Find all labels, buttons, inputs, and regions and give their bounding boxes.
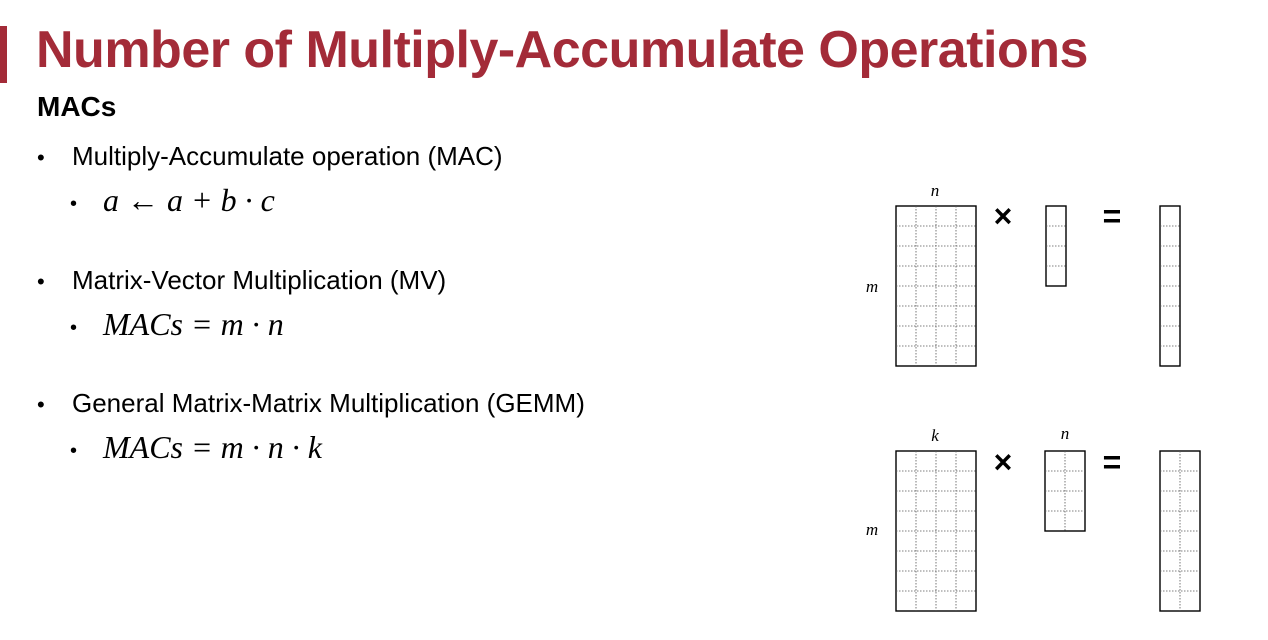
sub-bullet-mac-formula [70,182,275,222]
gemm-k-label: k [931,426,939,445]
bullet-item-mac [37,140,503,174]
page-subtitle: MACs [37,91,117,122]
gemm-matrix-a [896,451,976,611]
bullet-item-gemm [37,387,585,421]
gemm-equals-icon: = [1102,444,1122,480]
bullet-icon: • [70,439,78,462]
bullet-icon: • [70,192,78,215]
sub-bullet-mv-formula [70,306,284,346]
bullet-icon: • [37,269,45,294]
mv-result-vector [1160,206,1180,366]
mv-equals-icon: = [1102,198,1122,234]
formula-text: a ← a + b · c [103,182,275,218]
bullet-text: General Matrix-Matrix Multiplication (GEMM) [72,388,585,418]
mv-diagram [866,181,1180,366]
bullet-icon: • [37,145,45,170]
mv-m-label: m [865,277,879,296]
gemm-result-matrix [1160,451,1200,611]
gemm-m-label: m [865,520,879,539]
title-accent-bar [0,26,7,83]
gemm-n-label: n [1060,424,1070,443]
bullet-icon: • [37,392,45,417]
formula-text: MACs = m · n · k [103,429,322,465]
bullet-item-mv [37,264,446,298]
mv-vector [1046,206,1066,286]
sub-bullet-gemm-formula [70,429,322,469]
bullet-text: Multiply-Accumulate operation (MAC) [72,141,503,171]
gemm-diagram [866,424,1200,611]
bullet-text: Matrix-Vector Multiplication (MV) [72,265,447,295]
matrix-diagrams [850,170,1250,630]
page-title: Number of Multiply-Accumulate Operations [36,21,1088,79]
gemm-matrix-b [1045,451,1085,531]
mv-times-icon: × [993,198,1013,234]
mv-n-label: n [930,181,940,200]
bullet-icon: • [70,316,78,339]
formula-text: MACs = m · n [103,306,284,342]
mv-matrix [896,206,976,366]
gemm-times-icon: × [993,444,1013,480]
